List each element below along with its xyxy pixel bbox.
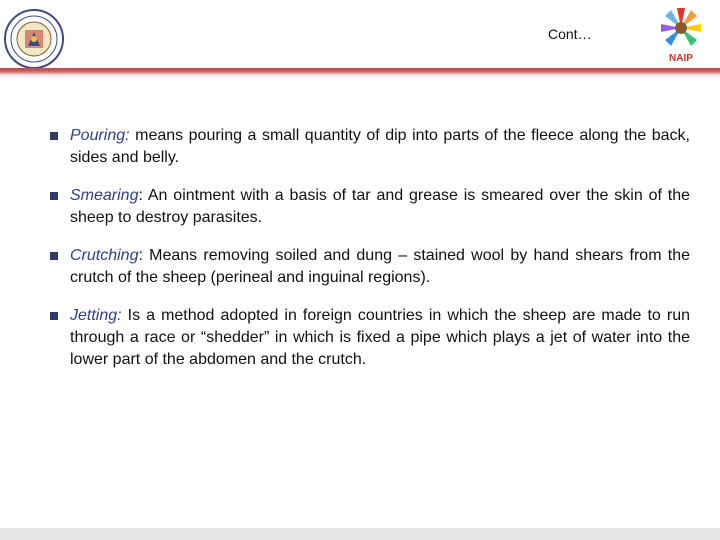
bullet-square-icon (50, 252, 58, 260)
bullet-text: : Means removing soiled and dung – stained wool by hand shears from the crutch of the sheep (perineal and inguinal regions). (70, 247, 690, 286)
bullet-jetting (50, 305, 690, 371)
bullet-square-icon (50, 132, 58, 140)
bullet-term: Jetting: (70, 307, 122, 324)
university-emblem-logo (3, 8, 65, 70)
bullet-term: Pouring: (70, 127, 130, 144)
bullet-square-icon (50, 312, 58, 320)
slide-title: Cont… (548, 26, 592, 42)
bullet-term: Crutching (70, 247, 139, 264)
bullet-text: Is a method adopted in foreign countries in which the sheep are made to run through a race or “shedder” in which is fixed a pipe which plays a jet of water into the lower part of the abdomen and the crutch. (70, 307, 690, 368)
naip-logo-text: NAIP (669, 53, 693, 64)
bullet-smearing (50, 185, 690, 229)
header-divider-shadow (0, 74, 720, 78)
bullet-text: : An ointment with a basis of tar and grease is smeared over the skin of the sheep to destroy parasites. (70, 187, 690, 226)
footer-bar (0, 528, 720, 540)
bullet-pouring (50, 125, 690, 169)
bullet-list (50, 125, 690, 387)
naip-logo (652, 6, 710, 66)
bullet-term: Smearing (70, 187, 139, 204)
bullet-crutching (50, 245, 690, 289)
bullet-square-icon (50, 192, 58, 200)
bullet-text: means pouring a small quantity of dip into parts of the fleece along the back, sides and belly. (70, 127, 690, 166)
